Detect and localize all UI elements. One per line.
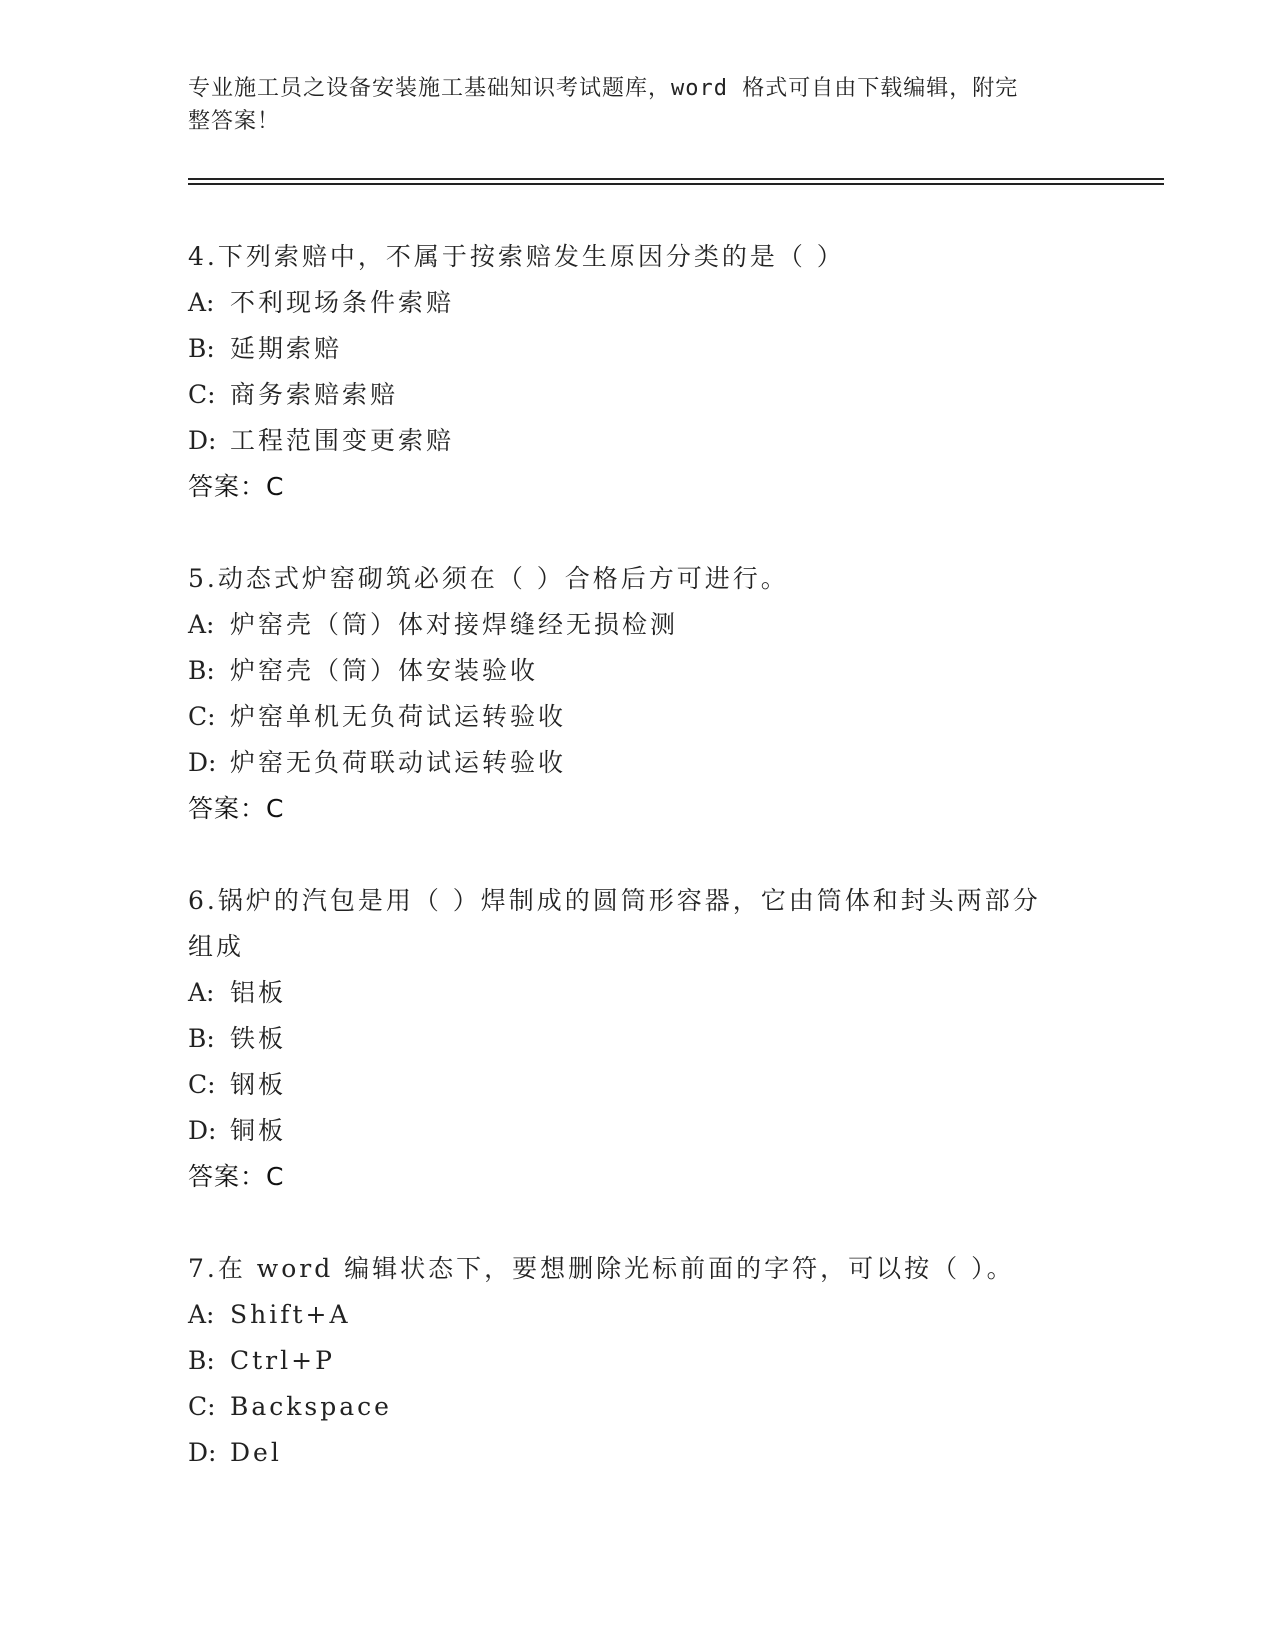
option-c (188, 694, 1088, 740)
header-divider-top (188, 178, 1164, 180)
question-stem-line-1: 6.锅炉的汽包是用（ ）焊制成的圆筒形容器，它由筒体和封头两部分 (188, 886, 1041, 915)
option-c (188, 1062, 1088, 1108)
option-text: Ctrl+P (230, 1346, 335, 1375)
option-text: 炉窑单机无负荷试运转验收 (230, 702, 567, 731)
header-line-1: 专业施工员之设备安装施工基础知识考试题库，word 格式可自由下载编辑，附完 (188, 76, 1019, 101)
option-text: Backspace (230, 1392, 392, 1421)
question-7 (188, 1246, 1088, 1476)
option-text: 延期索赔 (230, 334, 343, 363)
option-d (188, 740, 1088, 786)
option-d (188, 1108, 1088, 1154)
option-d (188, 1430, 1088, 1476)
option-text: 铜板 (230, 1116, 287, 1145)
header-line-2: 整答案！ (188, 109, 281, 134)
option-b (188, 648, 1088, 694)
question-stem: 7.在 word 编辑状态下，要想删除光标前面的字符，可以按（ ）。 (188, 1254, 1015, 1283)
option-text: 钢板 (230, 1070, 287, 1099)
option-letter: B: (188, 334, 215, 363)
option-b (188, 1016, 1088, 1062)
question-stem: 4.下列索赔中，不属于按索赔发生原因分类的是（ ） (188, 242, 845, 271)
question-5 (188, 556, 1088, 832)
option-text: 炉窑壳（筒）体安装验收 (230, 656, 539, 685)
option-text: Shift+A (230, 1300, 351, 1329)
option-text: 铝板 (230, 978, 287, 1007)
option-a (188, 280, 1088, 326)
option-letter: D: (188, 1438, 217, 1467)
option-letter: A: (188, 610, 215, 639)
option-letter: D: (188, 426, 217, 455)
option-letter: D: (188, 1116, 217, 1145)
option-letter: B: (188, 1024, 215, 1053)
option-letter: C: (188, 380, 216, 409)
option-letter: D: (188, 748, 217, 777)
option-letter: A: (188, 978, 215, 1007)
answer-line: 答案：C (188, 794, 285, 823)
option-a (188, 970, 1088, 1016)
question-stem: 5.动态式炉窑砌筑必须在（ ）合格后方可进行。 (188, 564, 789, 593)
option-letter: B: (188, 656, 215, 685)
option-a (188, 602, 1088, 648)
option-text: 商务索赔索赔 (230, 380, 399, 409)
option-letter: C: (188, 1392, 216, 1421)
option-text: 不利现场条件索赔 (230, 288, 455, 317)
document-header (188, 72, 1068, 138)
option-d (188, 418, 1088, 464)
question-6 (188, 878, 1088, 1200)
option-letter: B: (188, 1346, 215, 1375)
question-stem-line-2: 组成 (188, 932, 245, 961)
option-letter: A: (188, 1300, 215, 1329)
option-letter: A: (188, 288, 215, 317)
option-c (188, 372, 1088, 418)
answer-line: 答案：C (188, 1162, 285, 1191)
option-c (188, 1384, 1088, 1430)
question-4 (188, 234, 1088, 510)
option-text: 炉窑壳（筒）体对接焊缝经无损检测 (230, 610, 679, 639)
answer-line: 答案：C (188, 472, 285, 501)
option-letter: C: (188, 1070, 216, 1099)
option-text: Del (230, 1438, 282, 1467)
option-text: 炉窑无负荷联动试运转验收 (230, 748, 567, 777)
option-b (188, 326, 1088, 372)
option-letter: C: (188, 702, 216, 731)
option-a (188, 1292, 1088, 1338)
option-b (188, 1338, 1088, 1384)
header-divider-bottom (188, 183, 1164, 185)
option-text: 铁板 (230, 1024, 287, 1053)
option-text: 工程范围变更索赔 (230, 426, 455, 455)
